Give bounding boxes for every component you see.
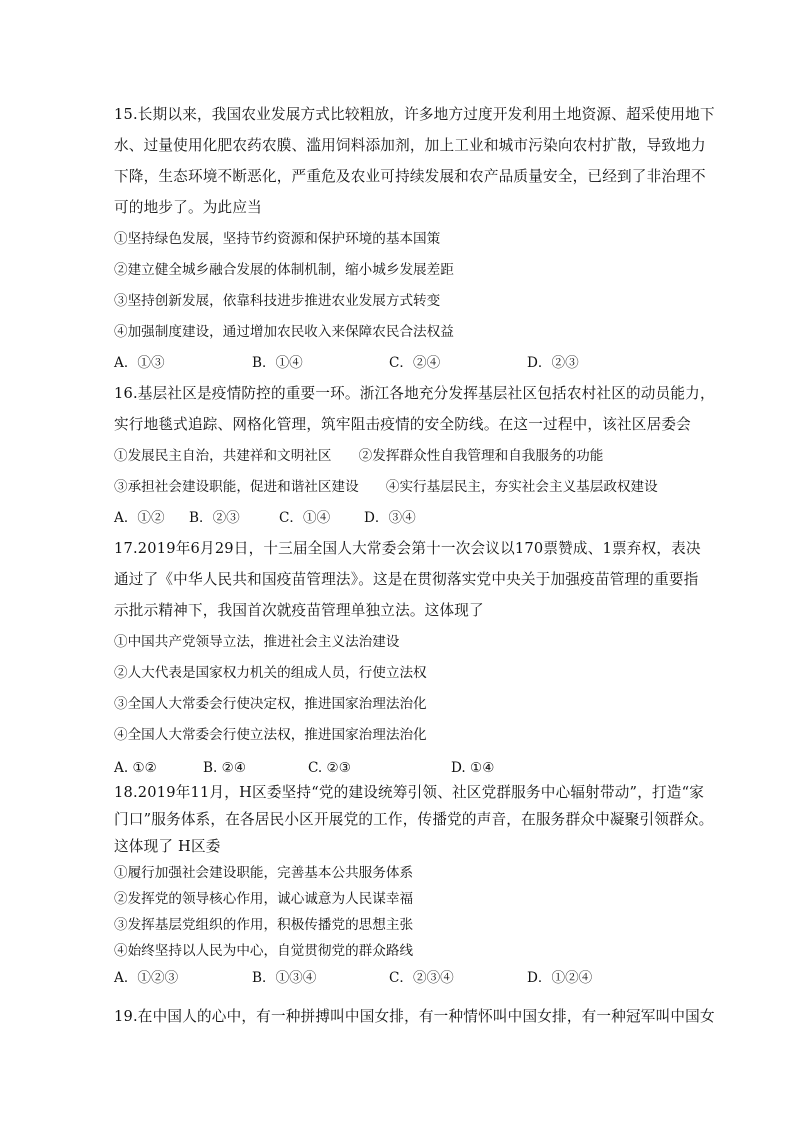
answer-option: C. ②③ [308,760,351,776]
question-item: ④始终坚持以人民为中心，自觉贯彻党的群众路线 [114,943,414,959]
question-stem-line: 实行地毯式追踪、网格化管理，筑牢阻击疫情的安全防线。在这一过程中，该社区居委会 [114,416,691,433]
question-stem-line: 可的地步了。为此应当 [114,199,262,216]
question-item: ④加强制度建设，通过增加农民收入来保障农民合法权益 [114,324,454,340]
question-stem-line: 18.2019年11月，H区委坚持“党的建设统筹引领、社区党群服务中心辐射带动”，打造“家 [114,784,705,801]
question-stem-line: 水、过量使用化肥农药农膜、滥用饲料添加剂，加上工业和城市污染向农村扩散，导致地力 [114,137,706,154]
question-item: ③全国人大常委会行使决定权，推进国家治理法治化 [114,696,427,712]
answer-option: C．②③④ [389,970,454,986]
question-item: ①履行加强社会建设职能，完善基本公共服务体系 [114,865,414,881]
question-stem-line: 通过了《中华人民共和国疫苗管理法》。这是在贯彻落实党中央关于加强疫苗管理的重要指 [114,571,699,588]
question-stem-line: 16.基层社区是疫情防控的重要一环。浙江各地充分发挥基层社区包括农村社区的动员能力， [114,385,715,402]
question-item: ③承担社会建设职能，促进和谐社区建设 ④实行基层民主，夯实社会主义基层政权建设 [114,479,658,495]
answer-option: D．①②④ [527,970,593,986]
question-item: ②人大代表是国家权力机关的组成人员，行使立法权 [114,665,427,681]
answer-option: B. ②④ [203,760,247,776]
answer-option: D. ①④ [451,760,495,776]
question-stem-line: 门口”服务体系，在各居民小区开展党的工作，传播党的声音，在服务群众中凝聚引领群众。 [114,811,714,828]
question-stem-line: 下降，生态环境不断恶化，严重危及农业可持续发展和农产品质量安全，已经到了非治理不 [114,168,706,185]
answer-option: B．①③④ [252,970,317,986]
question-item: ②发挥党的领导核心作用，诚心诚意为人民谋幸福 [114,891,414,907]
answer-option: D．③④ [364,510,416,526]
answer-option: A. ①② [114,760,157,776]
question-item: ④全国人大常委会行使立法权，推进国家治理法治化 [114,727,427,743]
question-item: ③坚持创新发展，依靠科技进步推进农业发展方式转变 [114,293,441,309]
answer-option: B．①④ [252,355,303,371]
question-stem-line: 19.在中国人的心中，有一种拼搏叫中国女排，有一种情怀叫中国女排，有一种冠军叫中国女 [114,1008,715,1025]
question-item: ①发展民主自治，共建祥和文明社区 ②发挥群众性自我管理和自我服务的功能 [114,448,604,464]
answer-option: C．①④ [279,510,331,526]
question-stem-line: 这体现了 H区委 [114,838,221,855]
answer-option: A．①② [114,510,165,526]
question-item: ①坚持绿色发展，坚持节约资源和保护环境的基本国策 [114,231,441,247]
answer-option: D．②③ [527,355,579,371]
question-stem-line: 示批示精神下，我国首次就疫苗管理单独立法。这体现了 [114,602,484,619]
question-item: ②建立健全城乡融合发展的体制机制，缩小城乡发展差距 [114,262,454,278]
answer-option: B．②③ [189,510,240,526]
answer-option: A．①③ [114,355,165,371]
question-item: ③发挥基层党组织的作用，积极传播党的思想主张 [114,917,414,933]
answer-option: A．①②③ [114,970,179,986]
answer-option: C．②④ [389,355,441,371]
question-stem-line: 15.长期以来，我国农业发展方式比较粗放，许多地方过度开发利用土地资源、超采使用地下 [114,106,715,123]
question-stem-line: 17.2019年6月29日，十三届全国人大常委会第十一次会议以170票赞成、1票弃权，表决 [114,540,701,557]
question-item: ①中国共产党领导立法，推进社会主义法治建设 [114,634,400,650]
